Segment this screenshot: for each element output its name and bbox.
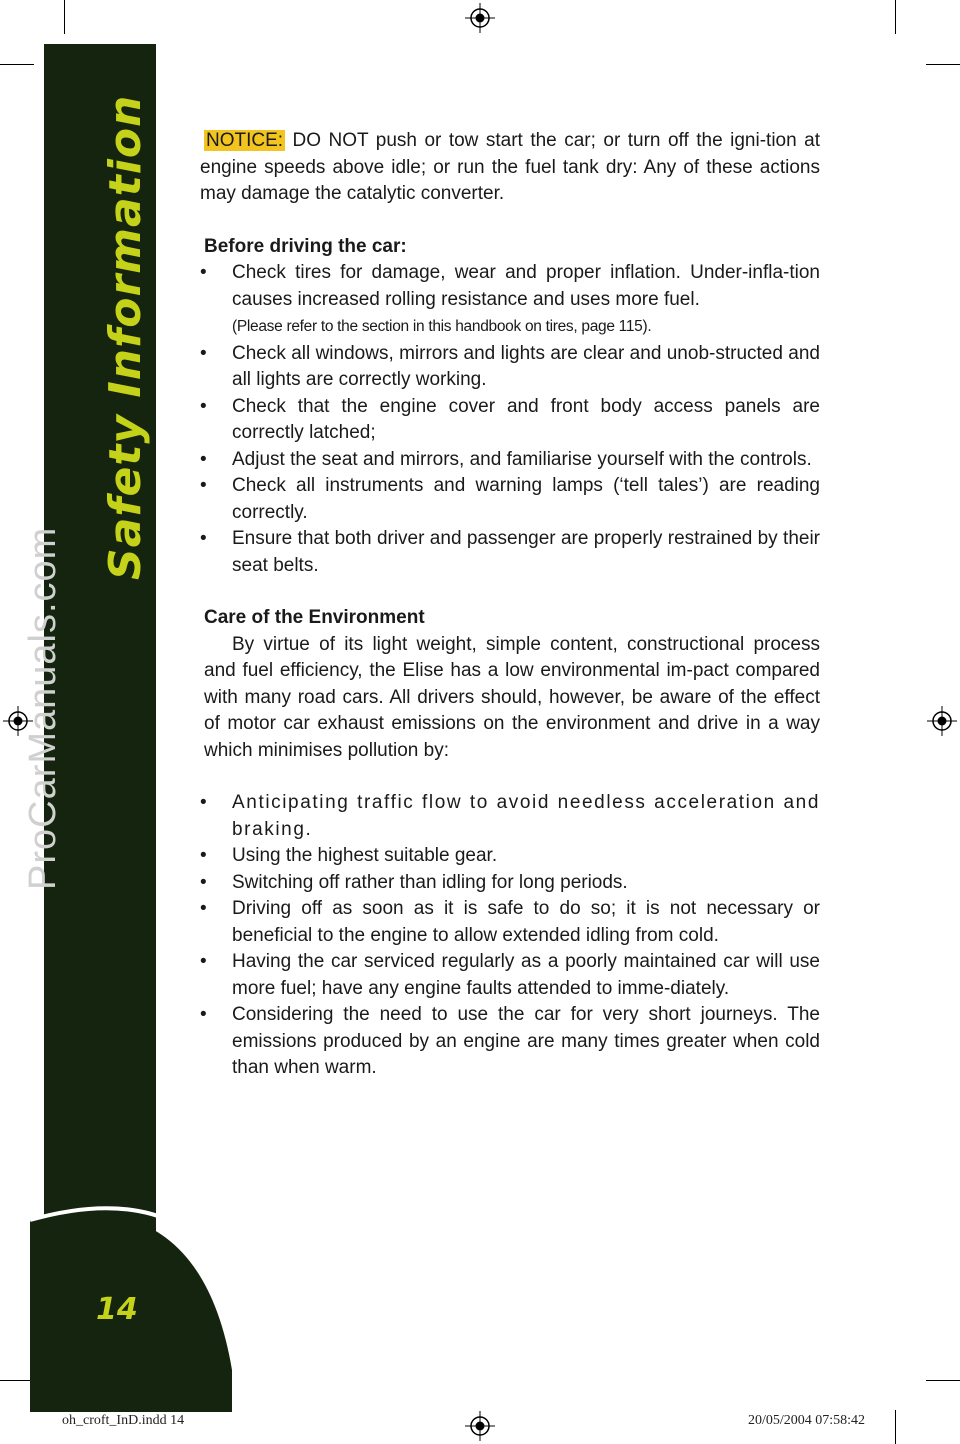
tires-reference-note: (Please refer to the section in this handbook on tires, page 115). xyxy=(232,318,652,335)
notice-label: NOTICE: xyxy=(206,130,284,151)
footer-timestamp: 20/05/2004 07:58:42 xyxy=(748,1413,866,1428)
crop-mark xyxy=(926,1380,960,1381)
section-title: Safety Information xyxy=(100,94,151,580)
page-number: 14 xyxy=(96,1292,138,1327)
watermark: ProCarManuals.com xyxy=(22,526,64,890)
crop-mark xyxy=(895,1410,896,1444)
page-corner-shape xyxy=(0,1160,240,1412)
list-item: • Driving off as soon as it is safe to do so; it is not necessary or beneficial to the engine to allow extended idling from cold. xyxy=(200,896,820,949)
registration-mark-icon xyxy=(927,706,957,736)
list-item: • Check that the engine cover and front body access panels are correctly latched; xyxy=(200,394,820,447)
crop-mark xyxy=(64,0,65,34)
list-item: • Considering the need to use the car for very short journeys. The emissions produced by an engine are many times greater when cold than when warm. xyxy=(200,1002,820,1082)
list-item: • Check all windows, mirrors and lights are clear and unob-structed and all lights are correctly working. xyxy=(200,341,820,394)
list-item: • Switching off rather than idling for long periods. xyxy=(200,870,820,897)
environment-paragraph: By virtue of its light weight, simple content, constructional process and fuel efficiency, the Elise has a low environmental im-pact compared with many road cars. All drivers should, however, be aware of the effect of motor car exhaust emissions on the environment and drive in a way which minimises pollution by: xyxy=(204,633,820,761)
notice-paragraph xyxy=(200,128,820,208)
main-content xyxy=(200,128,820,1082)
before-driving-heading: Before driving the car: xyxy=(204,235,407,257)
crop-mark xyxy=(0,64,34,65)
crop-mark xyxy=(895,0,896,34)
crop-mark xyxy=(926,64,960,65)
footer-file-name: oh_croft_InD.indd 14 xyxy=(62,1413,185,1428)
list-item: • Check tires for damage, wear and proper inflation. Under-infla-tion causes increased rolling resistance and uses more fuel. (Please refer to the section in this handbook on tires, page 115). xyxy=(200,260,820,341)
notice-text: DO NOT push or tow start the car; or turn off the igni-tion at engine speeds above idle; or run the fuel tank dry: Any of these actions may damage the catalytic converter. xyxy=(200,130,820,204)
list-item: • Adjust the seat and mirrors, and familiarise yourself with the controls. xyxy=(200,447,820,474)
environment-list xyxy=(200,790,820,1082)
environment-heading: Care of the Environment xyxy=(204,607,425,628)
list-item: • Using the highest suitable gear. xyxy=(200,843,820,870)
list-item: • Having the car serviced regularly as a poorly maintained car will use more fuel; have any engine faults attended to imme-diately. xyxy=(200,949,820,1002)
registration-mark-icon xyxy=(465,1411,495,1441)
before-driving-list xyxy=(200,260,820,579)
list-item: • Ensure that both driver and passenger are properly restrained by their seat belts. xyxy=(200,526,820,579)
list-item: • Check all instruments and warning lamps (‘tell tales’) are reading correctly. xyxy=(200,473,820,526)
registration-mark-icon xyxy=(465,3,495,33)
list-item: • Anticipating traffic flow to avoid needless acceleration and braking. xyxy=(200,790,820,843)
